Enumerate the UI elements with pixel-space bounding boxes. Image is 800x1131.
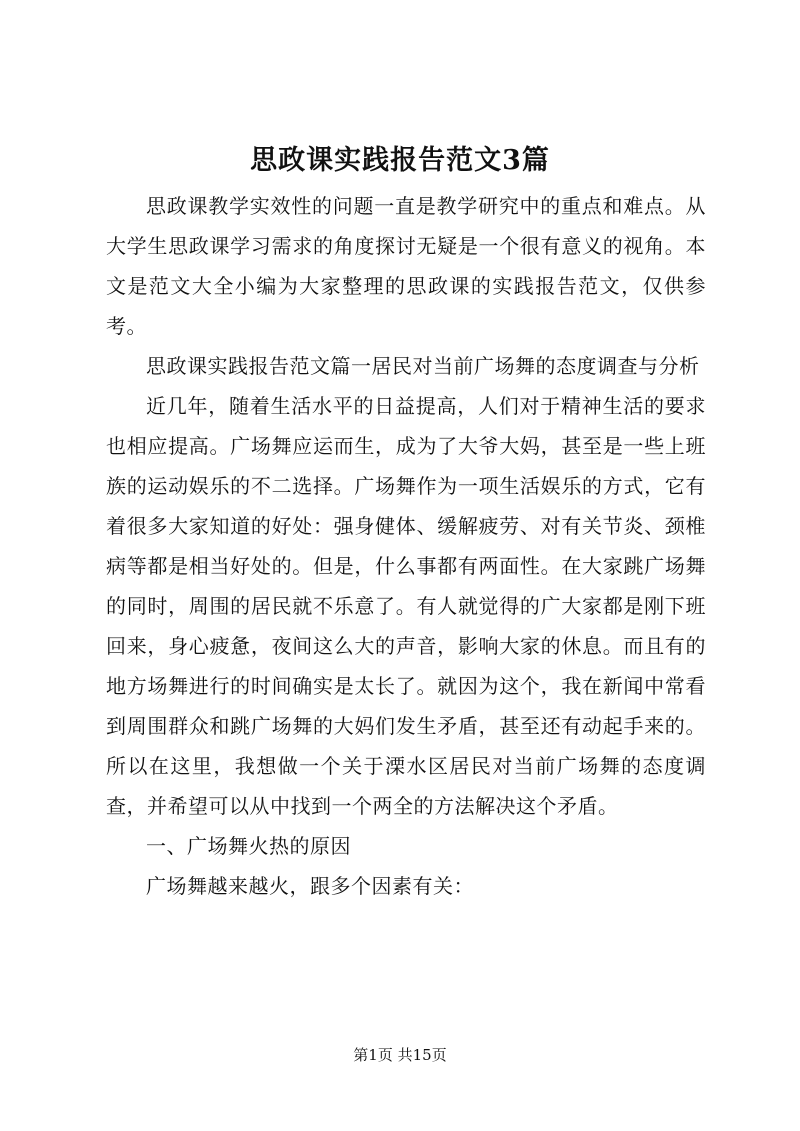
paragraph-subheading: 一、广场舞火热的原因 bbox=[146, 834, 351, 858]
paragraph-section-heading: 思政课实践报告范文篇一居民对当前广场舞的态度调查与分析 bbox=[146, 354, 700, 378]
paragraph-main: 近几年，随着生活水平的日益提高，人们对于精神生活的要求也相应提高。广场舞应运而生，成为了大爷大妈，甚至是一些上班族的运动娱乐的不二选择。广场舞作为一项生活娱乐的方式，它有着很多大家知道的好处：强身健体、缓解疲劳、对有关节炎、颈椎病等都是相当好处的。但是，什么事都有两面性。在大家跳广场舞的同时，周围的居民就不乐意了。有人就觉得的广大家都是刚下班回来，身心疲惫，夜间这么大的声音，影响大家的休息。而且有的地方场舞进行的时间确实是太长了。就因为这个，我在新闻中常看到周围群众和跳广场舞的大妈们发生矛盾，甚至还有动起手来的。所以在这里，我想做一个关于溧水区居民对当前广场舞的态度调查，并希望可以从中找到一个两全的方法解决这个矛盾。 bbox=[106, 394, 706, 818]
document-title: 思政课实践报告范文3篇 bbox=[250, 145, 550, 176]
paragraph-intro: 思政课教学实效性的问题一直是教学研究中的重点和难点。从大学生思政课学习需求的角度探讨无疑是一个很有意义的视角。本文是范文大全小编为大家整理的思政课的实践报告范文，仅供参考。 bbox=[106, 194, 706, 338]
document-body bbox=[106, 186, 706, 906]
paragraph-lead: 广场舞越来越火，跟多个因素有关： bbox=[146, 874, 474, 898]
page-number-label: 第1页 共15页 bbox=[353, 1046, 447, 1064]
page-footer bbox=[0, 1045, 800, 1065]
